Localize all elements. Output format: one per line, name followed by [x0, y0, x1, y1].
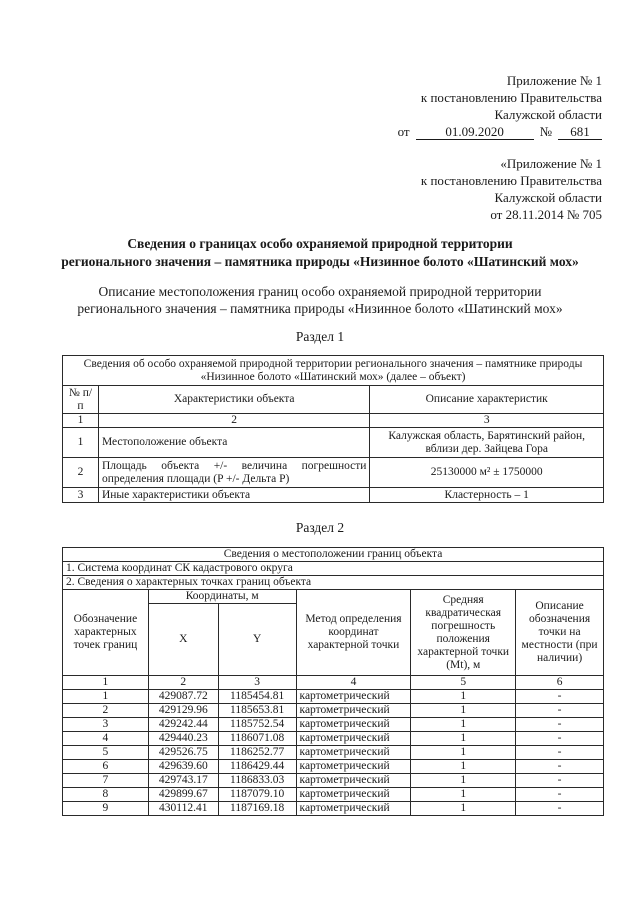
column-index: 1 [63, 676, 149, 690]
method: картометрический [296, 732, 411, 746]
point-id: 1 [63, 690, 149, 704]
points-body [63, 690, 604, 816]
coord-x: 429743.17 [148, 774, 218, 788]
decree-date: 01.09.2020 [416, 125, 534, 140]
point-id: 5 [63, 746, 149, 760]
mark-description: - [516, 732, 604, 746]
section-1-heading: Раздел 1 [295, 329, 345, 344]
coord-y: 1187079.10 [218, 788, 296, 802]
point-id: 2 [63, 704, 149, 718]
method: картометрический [296, 802, 411, 816]
number-label: № [539, 124, 552, 139]
mark-description: - [516, 704, 604, 718]
document-subtitle [30, 283, 610, 317]
characteristic-value: Калужская область, Барятинский район, вблизи дер. Зайцева Гора [370, 428, 604, 458]
method: картометрический [296, 774, 411, 788]
column-header: № п/п [63, 386, 99, 414]
characteristic-name: Площадь объекта +/- величина погрешности определения площади (P +/- Дельта P) [98, 458, 369, 488]
table-row [63, 774, 604, 788]
decree-reference [398, 123, 602, 140]
coord-x: 429129.96 [148, 704, 218, 718]
mark-description: - [516, 760, 604, 774]
mark-description: - [516, 746, 604, 760]
table-row [63, 690, 604, 704]
coordinate-system: 1. Система координат СК кадастрового округа [63, 562, 604, 576]
appendix-line: Калужской области [494, 107, 602, 122]
mark-description: - [516, 774, 604, 788]
table-row [63, 428, 604, 458]
document-title [30, 235, 610, 271]
title-line: Сведения о границах особо охраняемой природной территории [127, 236, 513, 251]
appendix-line: к постановлению Правительства [420, 90, 602, 105]
subtitle-line: регионального значения – памятника природы «Низинное болото «Шатинский мох» [77, 301, 563, 316]
method: картометрический [296, 704, 411, 718]
point-id: 6 [63, 760, 149, 774]
mean-error: 1 [411, 774, 516, 788]
coord-x: 429899.67 [148, 788, 218, 802]
characteristic-value: Кластерность – 1 [370, 488, 604, 503]
point-id: 3 [63, 718, 149, 732]
mark-description: - [516, 788, 604, 802]
mark-description: - [516, 690, 604, 704]
appendix-header-original [421, 155, 602, 223]
table-row [63, 458, 604, 488]
point-id: 8 [63, 788, 149, 802]
row-number: 2 [63, 458, 99, 488]
coord-x: 429440.23 [148, 732, 218, 746]
point-id: 7 [63, 774, 149, 788]
mean-error: 1 [411, 704, 516, 718]
column-index: 4 [296, 676, 411, 690]
table-row [63, 760, 604, 774]
appendix-line: от 28.11.2014 № 705 [490, 207, 602, 222]
table-row [63, 732, 604, 746]
coord-y: 1185454.81 [218, 690, 296, 704]
coord-x: 429087.72 [148, 690, 218, 704]
table-row [63, 488, 604, 503]
table-row [63, 704, 604, 718]
mark-description: - [516, 718, 604, 732]
coord-x: 429639.60 [148, 760, 218, 774]
column-index: 1 [63, 414, 99, 428]
mean-error: 1 [411, 690, 516, 704]
mean-error: 1 [411, 802, 516, 816]
appendix-line: Приложение № 1 [506, 73, 602, 88]
from-label: от [397, 124, 410, 139]
appendix-line: Калужской области [494, 190, 602, 205]
column-header: Обозначение характерных точек границ [63, 590, 149, 676]
row-number: 3 [63, 488, 99, 503]
title-line: регионального значения – памятника природы «Низинное болото «Шатинский мох» [61, 254, 579, 269]
coord-y: 1187169.18 [218, 802, 296, 816]
subtitle-line: Описание местоположения границ особо охраняемой природной территории [98, 284, 542, 299]
column-header: Средняя квадратическая погрешность положения характерной точки (Mt), м [411, 590, 516, 676]
characteristic-value: 25130000 м² ± 1750000 [370, 458, 604, 488]
table-caption: Сведения о местоположении границ объекта [63, 548, 604, 562]
boundary-points-table [62, 547, 604, 816]
characteristic-name: Местоположение объекта [98, 428, 369, 458]
point-id: 4 [63, 732, 149, 746]
mean-error: 1 [411, 718, 516, 732]
object-info-table [62, 355, 604, 503]
method: картометрический [296, 690, 411, 704]
coord-y: 1186429.44 [218, 760, 296, 774]
appendix-line: к постановлению Правительства [420, 173, 602, 188]
coord-y: 1186071.08 [218, 732, 296, 746]
points-caption: 2. Сведения о характерных точках границ объекта [63, 576, 604, 590]
characteristic-name: Иные характеристики объекта [98, 488, 369, 503]
decree-number: 681 [558, 125, 602, 140]
table-row [63, 802, 604, 816]
column-index: 3 [218, 676, 296, 690]
method: картометрический [296, 746, 411, 760]
column-index: 2 [148, 676, 218, 690]
appendix-line: «Приложение № 1 [500, 156, 602, 171]
method: картометрический [296, 788, 411, 802]
column-header: Y [218, 604, 296, 676]
point-id: 9 [63, 802, 149, 816]
table-row [63, 718, 604, 732]
appendix-header-current [398, 72, 602, 140]
column-index: 5 [411, 676, 516, 690]
method: картометрический [296, 718, 411, 732]
column-header: Описание обозначения точки на местности (при наличии) [516, 590, 604, 676]
column-index: 3 [370, 414, 604, 428]
mean-error: 1 [411, 760, 516, 774]
column-header: Метод определения координат характерной точки [296, 590, 411, 676]
coord-y: 1186252.77 [218, 746, 296, 760]
row-number: 1 [63, 428, 99, 458]
column-header: Характеристики объекта [98, 386, 369, 414]
coord-y: 1186833.03 [218, 774, 296, 788]
coord-x: 429526.75 [148, 746, 218, 760]
column-header: X [148, 604, 218, 676]
mean-error: 1 [411, 746, 516, 760]
column-index: 2 [98, 414, 369, 428]
mark-description: - [516, 802, 604, 816]
section-2-heading: Раздел 2 [295, 520, 345, 535]
table-caption: Сведения об особо охраняемой природной территории регионального значения – памятнике природы «Низинное болото «Шатинский мох» (далее – объект) [63, 356, 604, 386]
coord-y: 1185752.54 [218, 718, 296, 732]
column-header: Координаты, м [148, 590, 296, 604]
table-row [63, 788, 604, 802]
mean-error: 1 [411, 788, 516, 802]
method: картометрический [296, 760, 411, 774]
column-header: Описание характеристик [370, 386, 604, 414]
table-row [63, 746, 604, 760]
coord-x: 430112.41 [148, 802, 218, 816]
mean-error: 1 [411, 732, 516, 746]
coord-x: 429242.44 [148, 718, 218, 732]
coord-y: 1185653.81 [218, 704, 296, 718]
column-index: 6 [516, 676, 604, 690]
